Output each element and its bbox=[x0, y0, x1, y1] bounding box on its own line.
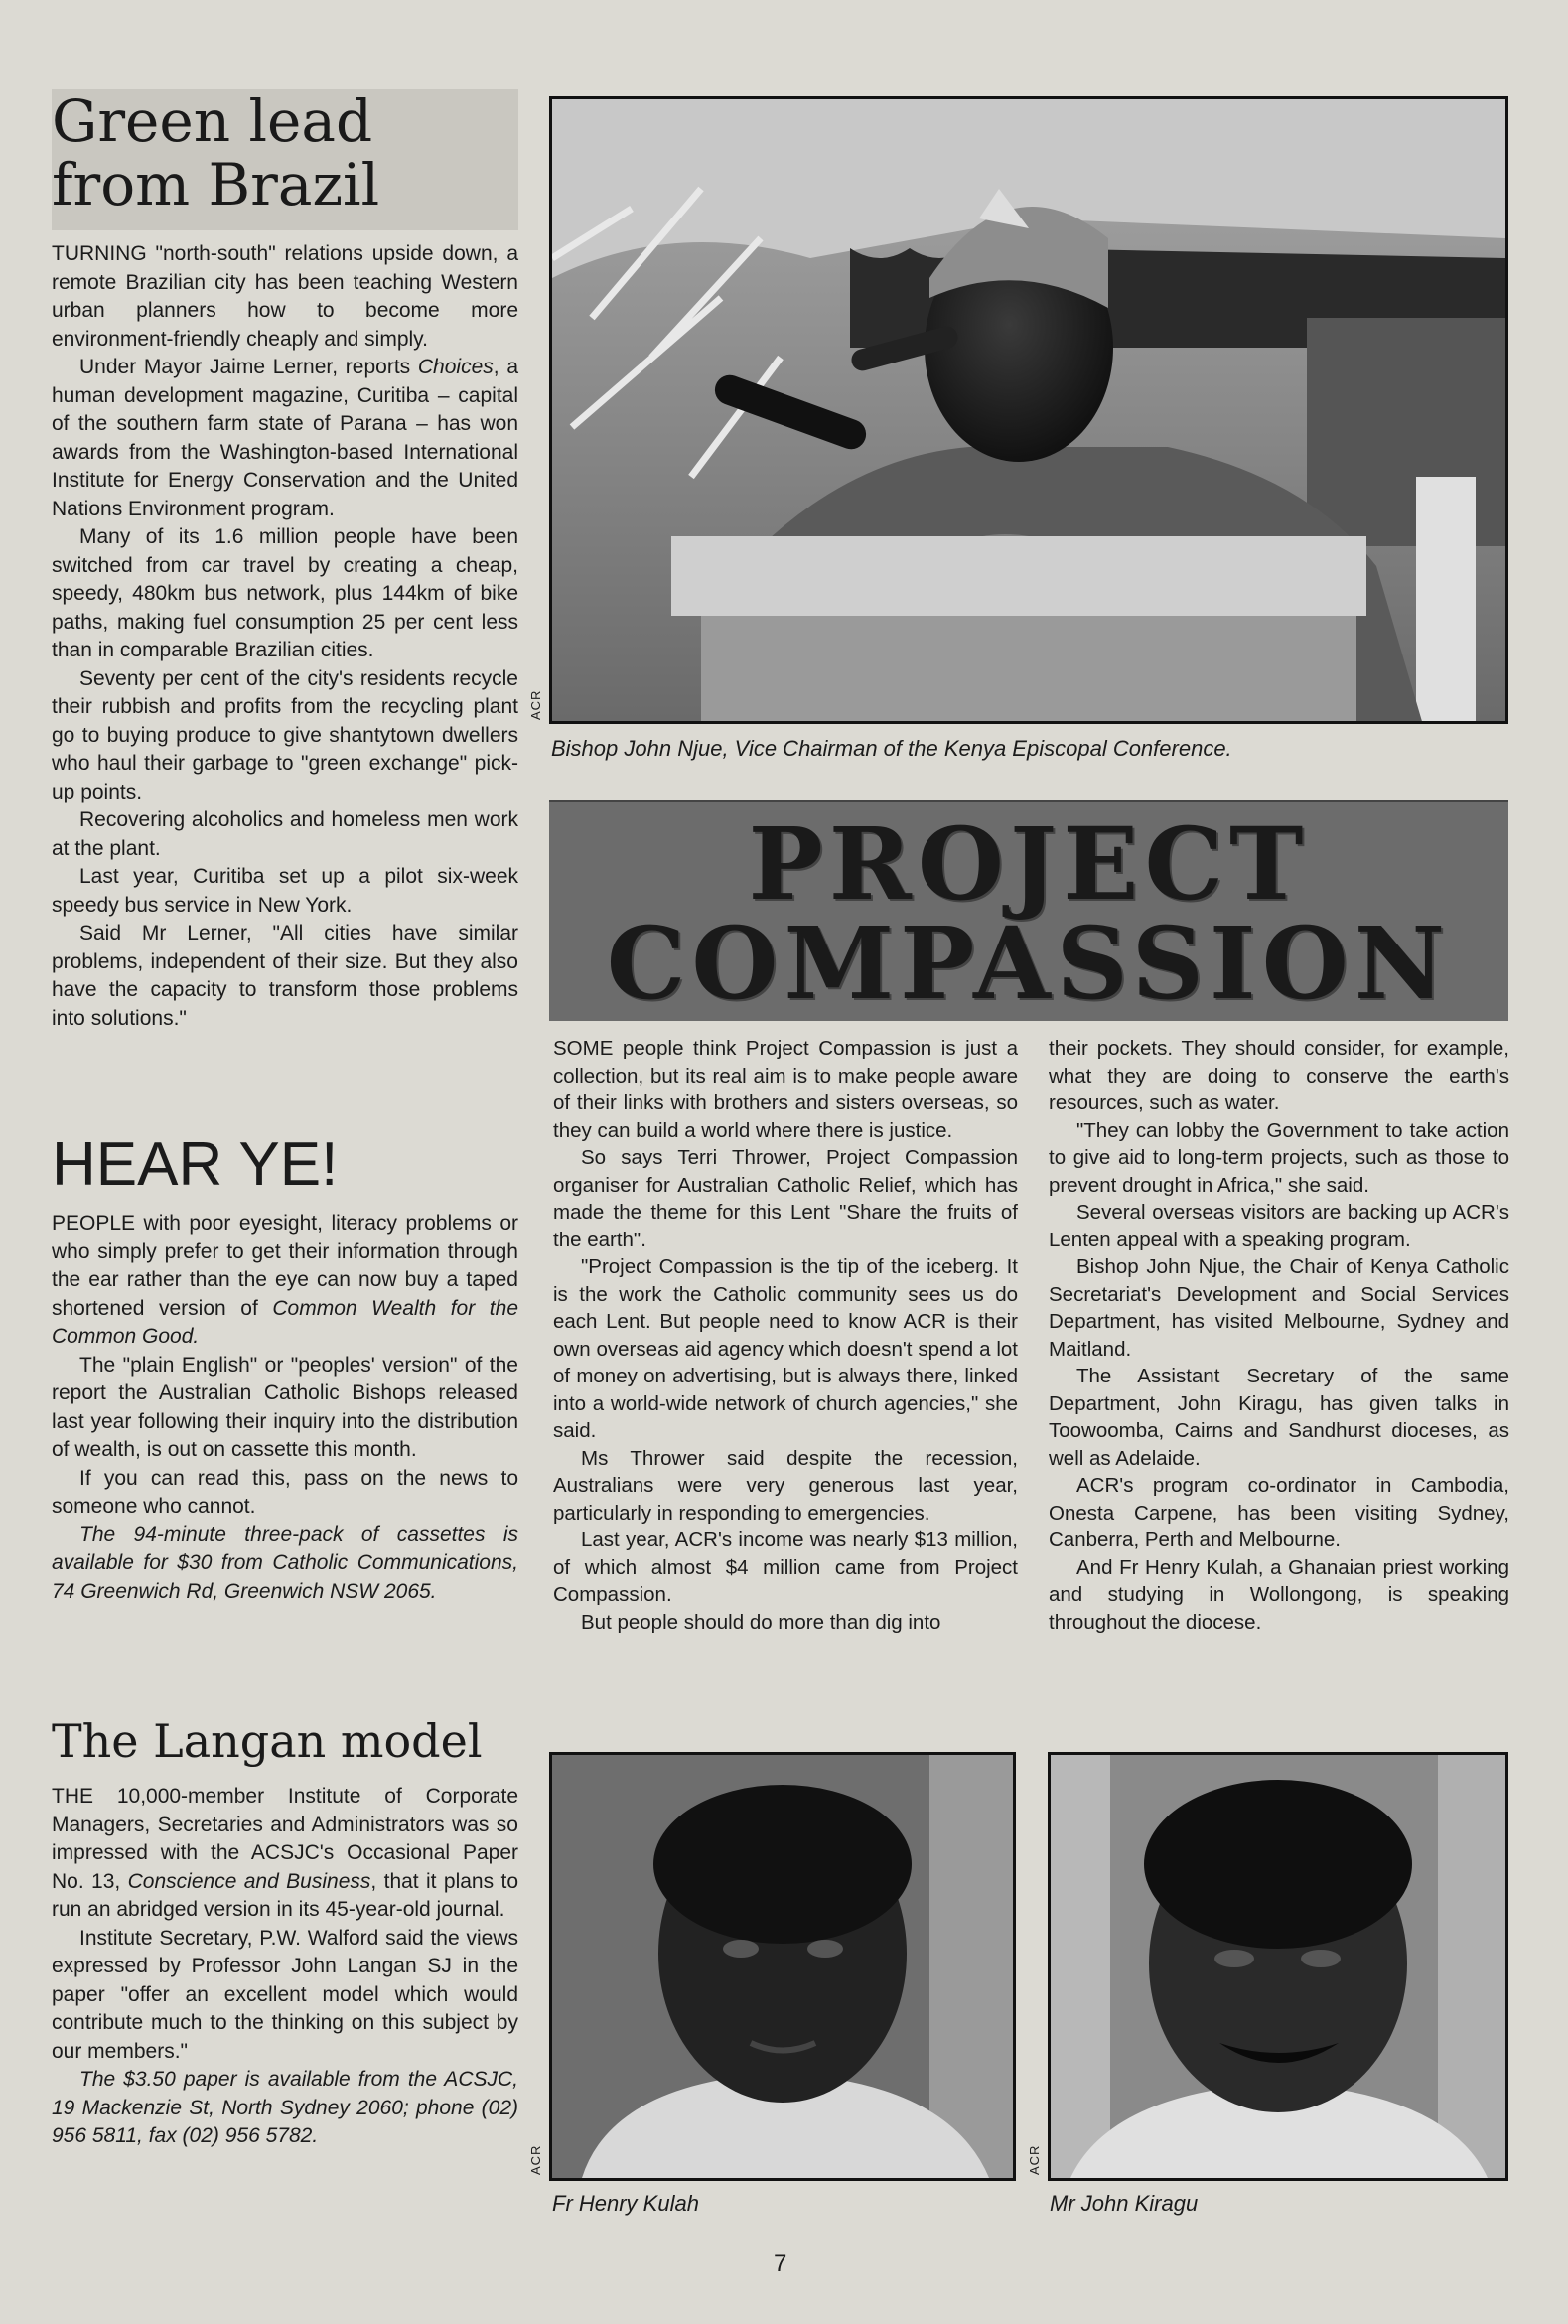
portrait-henry-kulah-image bbox=[552, 1755, 1013, 2178]
compassion-para-13: And Fr Henry Kulah, a Ghanaian priest working and studying in Wollongong, is speaking throughout the diocese. bbox=[1049, 1555, 1509, 1634]
banner-line-2: COMPASSION bbox=[606, 905, 1452, 1022]
green-lead-para-3: Many of its 1.6 million people have been switched from car travel by creating a cheap, speedy, 480km bus network, plus 144km of bike paths, making fuel consumption 25 per cent less than in comparable Brazilian cities. bbox=[52, 525, 518, 661]
hear-ye-para-4: The 94-minute three-pack of cassettes is available for $30 from Catholic Communications, 74 Greenwich Rd, Greenwich NSW 2065. bbox=[52, 1523, 518, 1603]
compassion-para-1: SOME people think Project Compassion is just a collection, but its real aim is to make people aware of their links with brothers and sisters overseas, so they can build a world where there is justice. bbox=[553, 1037, 1018, 1142]
langan-article bbox=[52, 1713, 518, 2151]
compassion-para-10: Bishop John Njue, the Chair of Kenya Catholic Secretariat's Development and Social Services Department, has visited Melbourne, Sydney and Maitland. bbox=[1049, 1255, 1509, 1361]
green-lead-para-5: Recovering alcoholics and homeless men work at the plant. bbox=[52, 808, 518, 860]
portrait-left-credit: ACR bbox=[528, 2144, 543, 2175]
compassion-para-3: "Project Compassion is the tip of the iceberg. It is the work the Catholic community sees us do each Lent. But people need to know ACR is their own overseas aid agency which doesn't spend a lot of money on advertising, but is always there, linked into a world-wide network of church agencies," she said. bbox=[553, 1255, 1018, 1442]
green-lead-title-line2: from Brazil bbox=[52, 151, 380, 218]
page-number: 7 bbox=[774, 2251, 787, 2277]
hear-ye-para-2: The "plain English" or "peoples' version" of the report the Australian Catholic Bishops released last year following their inquiry into the distribution of wealth, is out on cassette this month. bbox=[52, 1353, 518, 1461]
portrait-left-caption: Fr Henry Kulah bbox=[552, 2191, 699, 2216]
langan-para-1: THE 10,000-member Institute of Corporate Managers, Secretaries and Administrators was so impressed with the ACSJC's Occasional Paper No. 13, Conscience and Business, that it plans to run an abridged version in its 45-year-old journal. bbox=[52, 1785, 518, 1921]
green-lead-headline-block bbox=[52, 89, 518, 230]
project-compassion-banner bbox=[549, 800, 1508, 1021]
portrait-john-kiragu-image bbox=[1051, 1755, 1505, 2178]
green-lead-article bbox=[52, 89, 518, 1033]
portrait-right-caption: Mr John Kiragu bbox=[1050, 2191, 1199, 2216]
portrait-henry-kulah bbox=[549, 1752, 1016, 2181]
bishop-photo-image bbox=[552, 99, 1505, 721]
banner-line-1: PROJECT bbox=[748, 805, 1310, 923]
compassion-para-2: So says Terri Thrower, Project Compassion organiser for Australian Catholic Relief, which has made the theme for this Lent "Share the fruits of the earth". bbox=[553, 1146, 1018, 1251]
compassion-para-4: Ms Thrower said despite the recession, Australians were very generous last year, particularly in responding to emergencies. bbox=[553, 1446, 1018, 1525]
compassion-para-6: But people should do more than dig into bbox=[581, 1610, 941, 1634]
hear-ye-body bbox=[52, 1210, 518, 1606]
green-lead-para-7: Said Mr Lerner, "All cities have similar problems, independent of their size. But they also have the capacity to transform those problems into solutions." bbox=[52, 922, 518, 1030]
langan-headline: The Langan model bbox=[52, 1714, 483, 1768]
hear-ye-headline: HEAR YE! bbox=[52, 1130, 339, 1199]
compassion-para-12: ACR's program co-ordinator in Cambodia, Onesta Carpene, has been visiting Sydney, Canberra, Perth and Melbourne. bbox=[1049, 1474, 1509, 1551]
compassion-para-5: Last year, ACR's income was nearly $13 million, of which almost $4 million came from Project Compassion. bbox=[553, 1528, 1018, 1606]
hear-ye-para-1: PEOPLE with poor eyesight, literacy problems or who simply prefer to get their information through the ear rather than the eye can now buy a taped shortened version of Common Wealth for the Common Good. bbox=[52, 1212, 518, 1348]
green-lead-para-2: Under Mayor Jaime Lerner, reports Choices, a human development magazine, Curitiba – capital of the southern farm state of Parana – has won awards from the Washington-based International Institute for Energy Conservation and the United Nations Environment program. bbox=[52, 356, 518, 520]
green-lead-body bbox=[52, 240, 518, 1033]
langan-body bbox=[52, 1783, 518, 2151]
compassion-para-11: The Assistant Secretary of the same Department, John Kiragu, has given talks in Toowoomba, Cairns and Sandhurst dioceses, as well as Adelaide. bbox=[1049, 1365, 1509, 1470]
langan-para-2: Institute Secretary, P.W. Walford said the views expressed by Professor John Langan SJ in the paper "offer an excellent model which would contribute much to the thinking on this subject by our members." bbox=[52, 1926, 518, 2063]
bishop-photo-credit: ACR bbox=[528, 689, 543, 720]
compassion-para-8: "They can lobby the Government to take action to give aid to long-term projects, such as those to prevent drought in Africa," she said. bbox=[1049, 1118, 1509, 1197]
compassion-para-9: Several overseas visitors are backing up ACR's Lenten appeal with a speaking program. bbox=[1049, 1201, 1509, 1251]
portrait-right-credit: ACR bbox=[1027, 2144, 1042, 2175]
compassion-column-1 bbox=[553, 1035, 1018, 1636]
green-lead-para-1: TURNING "north-south" relations upside down, a remote Brazilian city has been teaching Western urban planners how to become more environment-friendly cheaply and simply. bbox=[52, 242, 518, 351]
bishop-photo bbox=[549, 96, 1508, 724]
portrait-john-kiragu bbox=[1048, 1752, 1508, 2181]
hear-ye-article bbox=[52, 1132, 518, 1606]
green-lead-para-6: Last year, Curitiba set up a pilot six-week speedy bus service in New York. bbox=[52, 865, 518, 917]
compassion-para-7: their pockets. They should consider, for example, what they are doing to conserve the earth's resources, such as water. bbox=[1049, 1037, 1509, 1114]
green-lead-title-line1: Green lead bbox=[52, 87, 373, 155]
compassion-column-2 bbox=[1049, 1035, 1509, 1636]
langan-para-3: The $3.50 paper is available from the ACSJC, 19 Mackenzie St, North Sydney 2060; phone (02) 956 5811, fax (02) 956 5782. bbox=[52, 2068, 518, 2147]
green-lead-para-4: Seventy per cent of the city's residents recycle their rubbish and profits from the recycling plant go to buying produce to give shantytown dwellers who haul their garbage to "green exchange" pick-up points. bbox=[52, 666, 518, 803]
hear-ye-para-3: If you can read this, pass on the news to someone who cannot. bbox=[52, 1466, 518, 1518]
green-lead-headline bbox=[52, 89, 518, 217]
bishop-photo-caption: Bishop John Njue, Vice Chairman of the Kenya Episcopal Conference. bbox=[551, 736, 1232, 761]
